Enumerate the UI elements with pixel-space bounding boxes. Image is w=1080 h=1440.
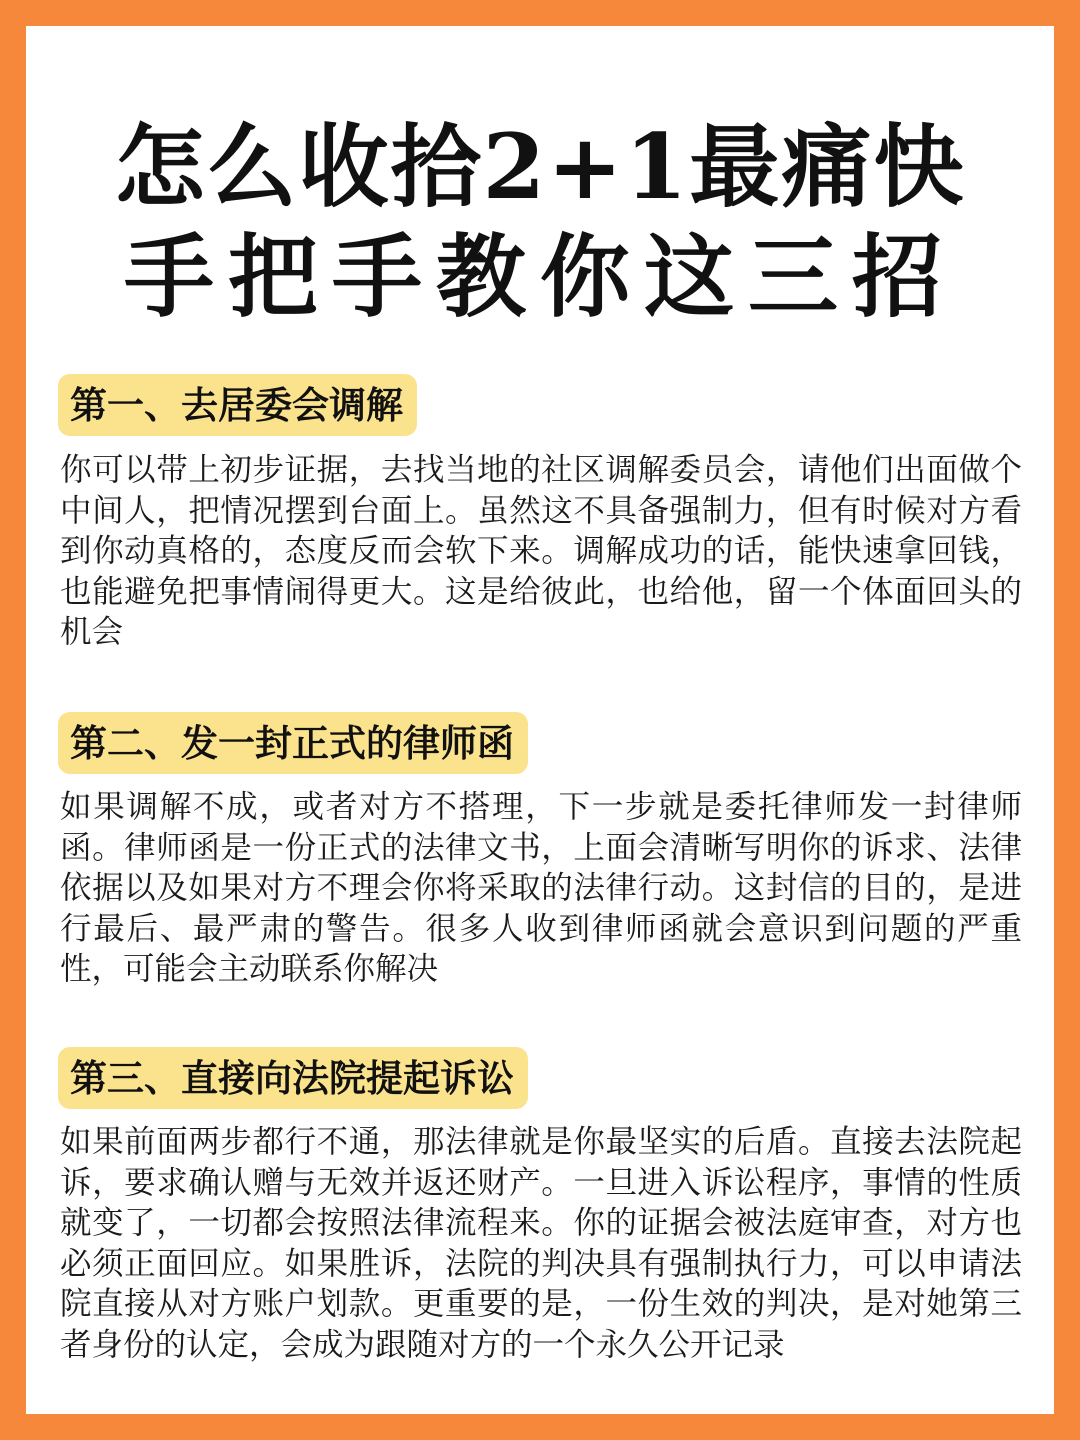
page-title-line-2: 手把手教你这三招: [124, 224, 956, 330]
section-heading-2: 第二、发一封正式的律师函: [58, 712, 528, 774]
section-heading-3: 第三、直接向法院提起诉讼: [58, 1047, 528, 1109]
section-heading-1: 第一、去居委会调解: [58, 374, 417, 436]
section-body-3: 如果前面两步都行不通，那法律就是你最坚实的后盾。直接去法院起诉，要求确认赠与无效并返还财产。一旦进入诉讼程序，事情的性质就变了，一切都会按照法律流程来。你的证据会被法庭审查，对方也必须正面回应。如果胜诉，法院的判决具有强制执行力，可以申请法院直接从对方账户划款。更重要的是，一份生效的判决，是对她第三者身份的认定，会成为跟随对方的一个永久公开记录: [60, 1124, 1022, 1363]
section-body-1: 你可以带上初步证据，去找当地的社区调解委员会，请他们出面做个中间人，把情况摆到台面上。虽然这不具备强制力，但有时候对方看到你动真格的，态度反而会软下来。调解成功的话，能快速拿回钱，也能避免把事情闹得更大。这是给彼此，也给他，留一个体面回头的机会: [60, 452, 1022, 650]
page-title-line-1: 怎么收拾2+1最痛快: [114, 114, 966, 220]
content-card: [26, 26, 1054, 1414]
section-body-2: 如果调解不成，或者对方不搭理，下一步就是委托律师发一封律师函。律师函是一份正式的法律文书，上面会清晰写明你的诉求、法律依据以及如果对方不理会你将采取的法律行动。这封信的目的，是进行最后、最严肃的警告。很多人收到律师函就会意识到问题的严重性，可能会主动联系你解决: [60, 789, 1022, 987]
